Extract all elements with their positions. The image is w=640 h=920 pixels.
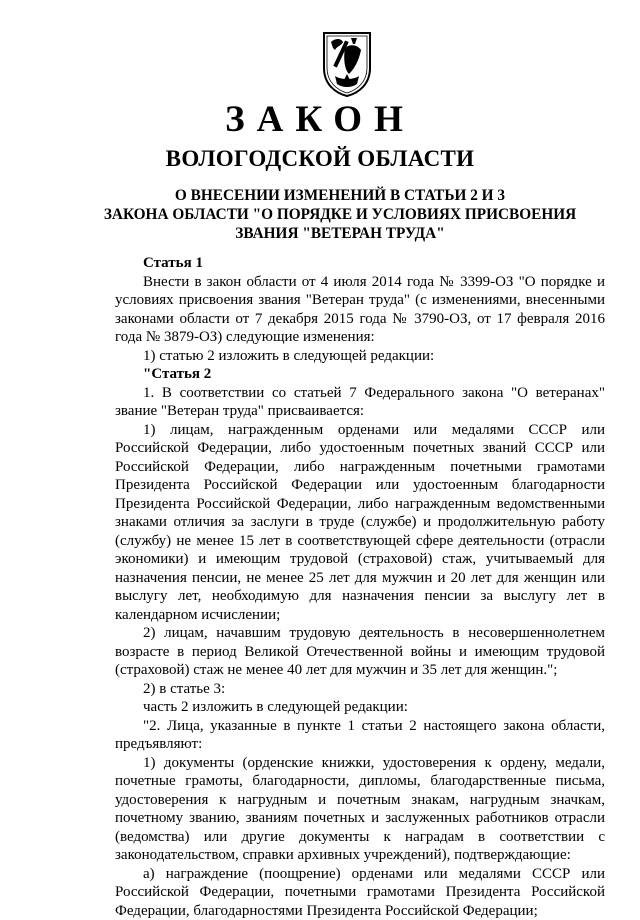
paragraph: "2. Лица, указанные в пункте 1 статьи 2 настоящего закона области, предъявляют:	[115, 717, 605, 754]
vologda-coat-of-arms-icon	[321, 30, 373, 98]
paragraph: 2) в статье 3:	[115, 680, 605, 699]
subject-line: ЗВАНИЯ "ВЕТЕРАН ТРУДА"	[90, 224, 590, 243]
article-heading: Статья 1	[115, 254, 605, 273]
paragraph: а) награждение (поощрение) орденами или медалями СССР или Российской Федерации, почетными грамотами Президента Российской Федерации, благодарностями Президента Российской Федерации;	[115, 865, 605, 920]
law-subject	[90, 186, 590, 243]
paragraph: часть 2 изложить в следующей редакции:	[115, 698, 605, 717]
document-title: ЗАКОН	[0, 100, 640, 140]
subject-line: ЗАКОНА ОБЛАСТИ "О ПОРЯДКЕ И УСЛОВИЯХ ПРИСВОЕНИЯ	[90, 205, 590, 224]
subject-line: О ВНЕСЕНИИ ИЗМЕНЕНИЙ В СТАТЬИ 2 И 3	[90, 186, 590, 205]
paragraph: 1. В соответствии со статьей 7 Федерального закона "О ветеранах" звание "Ветеран труда" присваивается:	[115, 384, 605, 421]
law-body	[115, 254, 605, 920]
paragraph: 1) статью 2 изложить в следующей редакции:	[115, 347, 605, 366]
document-region: ВОЛОГОДСКОЙ ОБЛАСТИ	[0, 145, 640, 173]
paragraph: 1) документы (орденские книжки, удостоверения к ордену, медали, почетные грамоты, благодарности, дипломы, благодарственные письма, удостоверения к нагрудным и почетным знакам, нагрудным значкам, почетному званию, званиям почетных и заслуженных работников отрасли (ведомства) или другие документы к наградам в соответствии с законодательством, справки архивных учреждений), подтверждающие:	[115, 754, 605, 865]
paragraph: 2) лицам, начавшим трудовую деятельность в несовершеннолетнем возрасте в период Великой Отечественной войны и имеющим трудовой (страховой) стаж не менее 40 лет для мужчин и 35 лет для женщин.";	[115, 624, 605, 680]
paragraph: 1) лицам, награжденным орденами или медалями СССР или Российской Федерации, либо удостоенным почетных званий СССР или Российской Федерации, либо награжденным почетными грамотами Президента Российской Федерации или удостоенным благодарности Президента Российской Федерации, либо награжденным ведомственными знаками отличия за заслуги в труде (службе) и продолжительную работу (службу) не менее 15 лет в соответствующей сфере деятельности (отрасли экономики) и имеющим трудовой (страховой) стаж, учитываемый для назначения пенсии, не менее 25 лет для мужчин и 20 лет для женщин или выслугу лет, необходимую для назначения пенсии за выслугу лет в календарном исчислении;	[115, 421, 605, 625]
article-heading: "Статья 2	[115, 365, 605, 384]
paragraph: Внести в закон области от 4 июля 2014 года № 3399-ОЗ "О порядке и условиях присвоения звания "Ветеран труда" (с изменениями, внесенными законами области от 7 декабря 2015 года № 3790-ОЗ, от 17 февраля 2016 года № 3879-ОЗ) следующие изменения:	[115, 273, 605, 347]
